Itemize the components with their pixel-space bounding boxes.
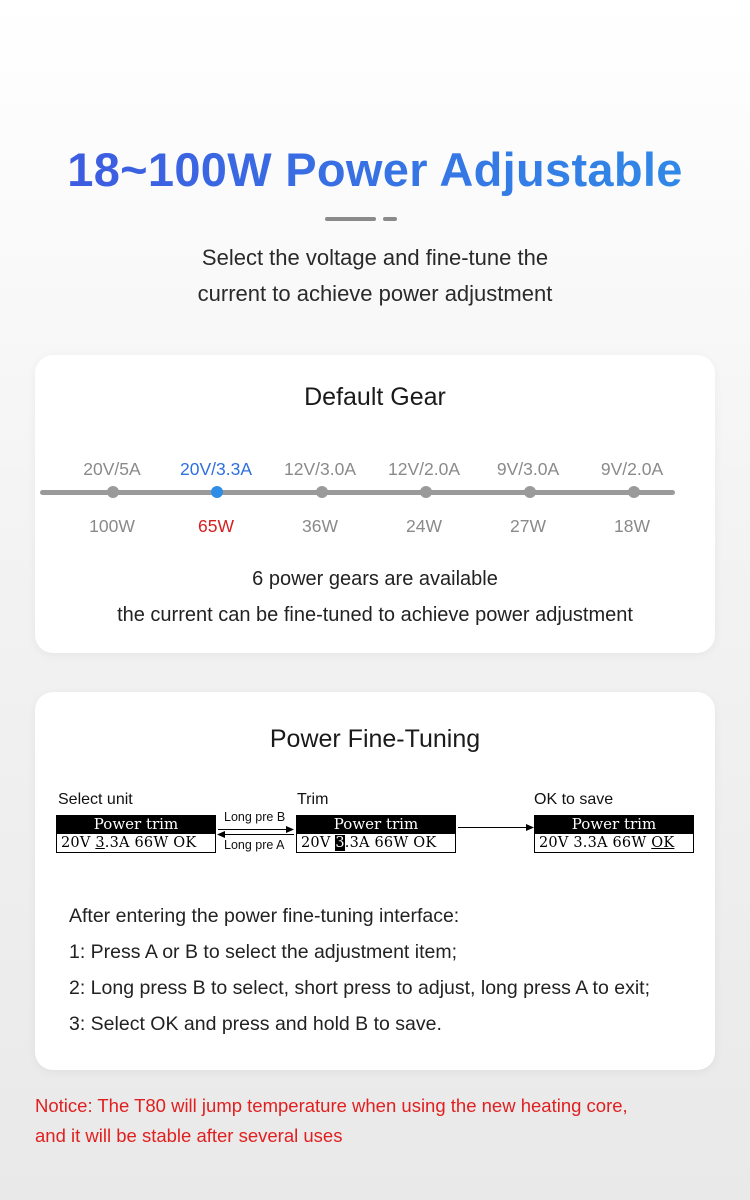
gear-note-line-2: the current can be fine-tuned to achieve power adjustment	[117, 604, 633, 626]
lcd-select-unit	[56, 815, 216, 853]
arrow-to-save	[458, 827, 528, 828]
gear-watts-label: 36W	[302, 516, 338, 536]
fine-tuning-title: Power Fine-Tuning	[269, 725, 481, 753]
gear-dot	[420, 486, 432, 498]
lcd-values: 20V 3.3A 66W OK	[56, 834, 216, 853]
arrow-right	[218, 829, 292, 830]
instruction-intro: After entering the power fine-tuning interface:	[69, 905, 460, 927]
lcd-ok-to-save	[534, 815, 694, 853]
gear-dot-active	[211, 486, 223, 498]
gear-watts-label: 100W	[89, 516, 135, 536]
gear-dot	[107, 486, 119, 498]
notice-line-1: Notice: The T80 will jump temperature when using the new heating core,	[35, 1095, 628, 1116]
gear-setting-label: 20V/5A	[83, 459, 141, 479]
gear-watts-label: 24W	[406, 516, 442, 536]
instruction-step-3: 3: Select OK and press and hold B to save.	[69, 1013, 442, 1035]
title-divider-long	[325, 217, 376, 221]
lcd-title: Power trim	[56, 815, 216, 834]
gear-note-line-1: 6 power gears are available	[252, 568, 498, 590]
gear-setting-label: 9V/2.0A	[600, 459, 664, 479]
gear-setting-label-active: 20V/3.3A	[180, 459, 252, 479]
instruction-step-1: 1: Press A or B to select the adjustment item;	[69, 941, 458, 963]
step-select-unit-label: Select unit	[58, 791, 133, 808]
default-gear-title: Default Gear	[304, 383, 446, 411]
arrow-to-save-head-icon	[526, 824, 534, 831]
gear-dot	[628, 486, 640, 498]
arrow-left	[220, 834, 294, 835]
page-title: 18~100W Power Adjustable	[0, 142, 750, 197]
gear-slider-track	[40, 490, 675, 495]
gear-watts-label-active: 65W	[198, 516, 234, 536]
notice-line-2: and it will be stable after several uses	[35, 1125, 343, 1146]
subtitle-line-2: current to achieve power adjustment	[197, 281, 553, 306]
lcd-values: 20V 3.3A 66W OK	[296, 834, 456, 853]
lcd-title: Power trim	[534, 815, 694, 834]
gear-setting-label: 12V/3.0A	[284, 459, 356, 479]
subtitle-line-1: Select the voltage and fine-tune the	[201, 245, 549, 270]
step-ok-to-save-label: OK to save	[534, 791, 614, 808]
instruction-step-2: 2: Long press B to select, short press to adjust, long press A to exit;	[69, 977, 650, 999]
arrow-left-head-icon	[217, 831, 225, 838]
gear-setting-label: 12V/2.0A	[388, 459, 460, 479]
gear-watts-label: 27W	[510, 516, 546, 536]
title-divider-short	[383, 217, 397, 221]
gear-dot	[524, 486, 536, 498]
lcd-values: 20V 3.3A 66W OK	[534, 834, 694, 853]
gear-watts-label: 18W	[614, 516, 650, 536]
long-press-a-label: Long pre A	[224, 838, 285, 852]
long-press-b-label: Long pre B	[224, 810, 286, 824]
lcd-title: Power trim	[296, 815, 456, 834]
page-subtitle	[0, 240, 750, 312]
lcd-trim	[296, 815, 456, 853]
gear-setting-label: 9V/3.0A	[496, 459, 560, 479]
step-trim-label: Trim	[297, 791, 329, 808]
arrow-right-head-icon	[286, 826, 294, 833]
gear-dot	[316, 486, 328, 498]
